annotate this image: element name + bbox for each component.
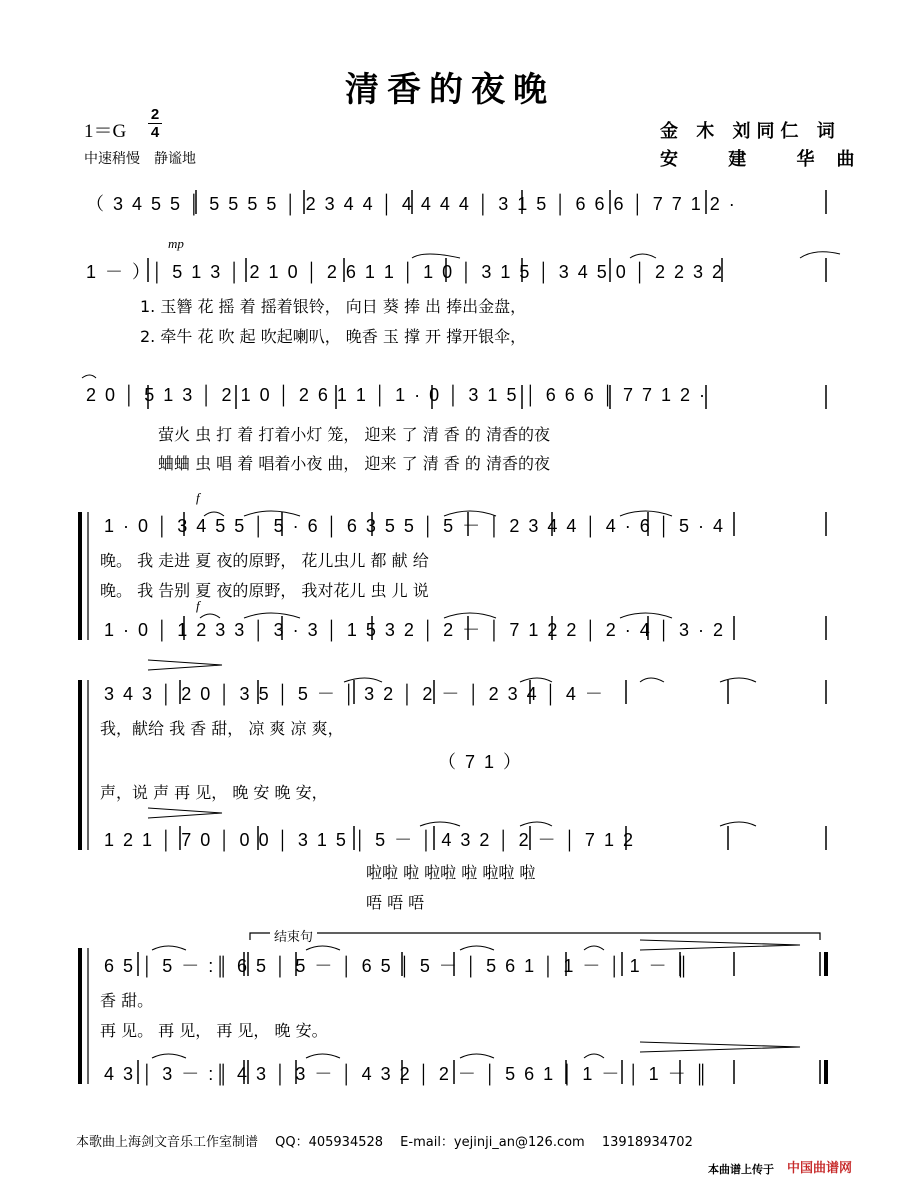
slurs	[82, 252, 840, 1058]
row5-lyrics-verse1: 我，献给 我 香 甜， 凉 爽 凉 爽，	[100, 719, 344, 738]
system2-bracket	[80, 680, 88, 850]
upload-note: 本曲谱上传于	[708, 1163, 774, 1176]
lyricist-credit: 金 木 刘同仁 词	[660, 121, 841, 142]
row4-lower-notes: 1 · 0 │ 1 2 3 3 │ 3 · 3 │ 1 5 3 2 │ 2 － │ 7 1 2 2 │ 2 · 4 │ 3 · 2	[104, 620, 725, 640]
row4-lyrics-verse1: 晚。 我 走进 夏 夜的原野， 花儿虫儿 都 献 给	[100, 551, 429, 570]
brand-logo: 中国曲谱网	[787, 1161, 853, 1176]
row6-upper-notes: 6 5 │ 5 － :║ 6 5 │ 5 － │ 6 5 │ 5 － │ 5 6 1 │ 1 － │ 1 － ║	[104, 956, 691, 976]
row3-notes: 2 0 │ 5 1 3 │ 2 1 0 │ 2 6 1 1 │ 1 · 0 │ 3 1 5 │ 6 6 6 │ 7 7 1 2 ·	[86, 385, 708, 405]
row2-lyrics-verse2: 2. 牵牛 花 吹 起 吹起喇叭， 晚香 玉 撑 开 撑开银伞，	[140, 327, 527, 346]
row5-lower-notes: 1 2 1 │ 7 0 │ 0 0 │ 3 1 5 │ 5 － │ 4 3 2 │ 2 － │ 7 1 2	[104, 830, 635, 850]
dynamic-mp: mp	[168, 236, 184, 251]
row5-lyrics-verse2: 声，说 声 再 见， 晚 安 晚 安，	[100, 783, 328, 802]
row4-lyrics-verse2: 晚。 我 告别 夏 夜的原野， 我对花儿 虫 儿 说	[100, 581, 429, 600]
ending-label: 结束句	[270, 926, 317, 945]
row2-lyrics-verse1: 1. 玉簪 花 摇 着 摇着银铃， 向日 葵 捧 出 捧出金盘，	[140, 297, 527, 316]
row6-lyrics-verse2: 再 见。 再 见， 再 见， 晚 安。	[100, 1021, 328, 1040]
footer-credits: 本歌曲上海剑文音乐工作室制谱 QQ：405934528 E-mail：yejinji_an@126.com 13918934702	[76, 1135, 693, 1150]
key-signature: 1＝G	[84, 121, 127, 142]
row3-lyrics-verse1: 萤火 虫 打 着 打着小灯 笼， 迎来 了 清 香 的 清香的夜	[158, 425, 550, 444]
row5-alt-notes: （ 7 1 ）	[438, 752, 524, 772]
time-signature-denominator: 4	[150, 124, 160, 141]
composer-credit: 安 建 华曲	[660, 149, 877, 170]
row5-upper-notes: 3 4 3 │ 2 0 │ 3 5 │ 5 － │ 3 2 │ 2 － │ 2 3 4 │ 4 －	[104, 684, 605, 704]
row6-lower-notes: 4 3 │ 3 － :║ 4 3 │ 3 － │ 4 3 2 │ 2 － │ 5 6 1 │ 1 － │ 1 － ║	[104, 1064, 710, 1084]
row5-lower-lyrics-la: 啦啦 啦 啦啦 啦 啦啦 啦	[366, 863, 536, 882]
page-title: 清香的夜晚	[345, 70, 555, 110]
dynamic-f-lower: f	[196, 598, 200, 613]
row4-upper-notes: 1 · 0 │ 3 4 5 5 │ 5 · 6 │ 6 3 5 5 │ 5 － │ 2 3 4 4 │ 4 · 6 │ 5 · 4	[104, 516, 725, 536]
system3-bracket	[80, 948, 88, 1084]
dynamic-f-upper: f	[196, 490, 200, 505]
ending-bracket	[250, 933, 820, 940]
row1-notes: （ 3 4 5 5 │ 5 5 5 5 │ 2 3 4 4 │ 4 4 4 4 │ 3 1 5 │ 6 6 6 │ 7 7 1 2 ·	[86, 194, 737, 214]
row3-lyrics-verse2: 蛐蛐 虫 唱 着 唱着小夜 曲， 迎来 了 清 香 的 清香的夜	[158, 454, 550, 473]
row6-lyrics-verse1: 香 甜。	[100, 991, 154, 1010]
row5-lower-lyrics-wu: 唔 唔 唔	[366, 893, 425, 912]
time-signature-numerator: 2	[150, 106, 160, 123]
system1-bracket	[80, 512, 88, 640]
row2-notes: 1 － ）│ 5 1 3 │ 2 1 0 │ 2 6 1 1 │ 1 0 │ 3 1 5 │ 3 4 5 0 │ 2 2 3 2	[86, 262, 725, 282]
tempo-marking: 中速稍慢 静谧地	[84, 151, 196, 167]
